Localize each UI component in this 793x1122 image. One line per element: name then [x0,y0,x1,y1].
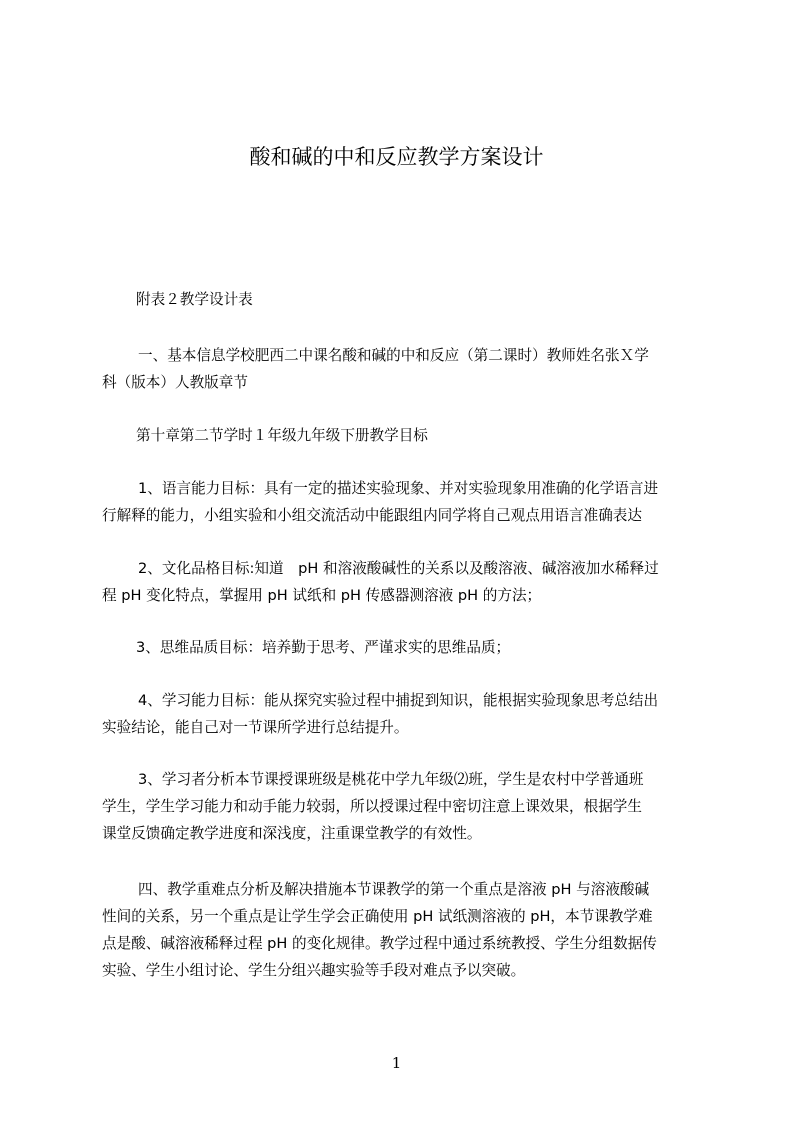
text-line: 行解释的能力，小组实验和小组交流活动中能跟组内同学将自己观点用语言准确表达 [102,507,642,524]
text-line: 2、文化品格目标:知道 pH 和溶液酸碱性的关系以及酸溶液、碱溶液加水稀释过 [138,560,659,577]
paragraph-key-difficulties [102,876,702,984]
text-line: 学生，学生学习能力和动手能力较弱，所以授课过程中密切注意上课效果，根据学生 [102,798,642,815]
paragraph-learning-goal [102,687,702,741]
paragraph-culture-goal [102,555,702,609]
text-line: 程 pH 变化特点，掌握用 pH 试纸和 pH 传感器测溶液 pH 的方法； [102,587,542,604]
text-line: 3、思维品质目标：培养勤于思考、严谨求实的思维品质； [136,639,511,656]
text-line: 四、教学重难点分析及解决措施本节课教学的第一个重点是溶液 pH 与溶液酸碱 [138,881,650,898]
text-line: 课堂反馈确定教学进度和深浅度，注重课堂教学的有效性。 [102,825,482,842]
paragraph-chapter-info [136,422,736,449]
text-line: 性间的关系，另一个重点是让学生学会正确使用 pH 试纸测溶液的 pH，本节课教学难 [102,908,653,925]
text-line: 3、学习者分析本节课授课班级是桃花中学九年级⑵班，学生是农村中学普通班 [138,771,644,788]
text-line: 第十章第二节学时１年级九年级下册教学目标 [136,427,428,444]
text-line: 1、语言能力目标：具有一定的描述实验现象、并对实验现象用准确的化学语言进 [138,480,659,497]
paragraph-learner-analysis [102,766,702,847]
page-number: 1 [391,1054,402,1072]
text-line: 4、学习能力目标：能从探究实验过程中捕捉到知识，能根据实验现象思考总结出 [138,692,659,709]
text-line: 科（版本）人教版章节 [102,374,248,391]
text-line: 实验、学生小组讨论、学生分组兴趣实验等手段对难点予以突破。 [102,962,526,979]
paragraph-thinking-goal [102,634,702,661]
paragraph-appendix-label [136,286,736,313]
text-line: 点是酸、碱溶液稀释过程 pH 的变化规律。教学过程中通过系统教授、学生分组数据传 [102,935,657,952]
text-line: 附表２教学设计表 [136,291,253,308]
text-line: 实验结论，能自己对一节课所学进行总结提升。 [102,719,409,736]
document-title: 酸和碱的中和反应教学方案设计 [249,145,544,169]
text-line: 一、基本信息学校肥西二中课名酸和碱的中和反应（第二课时）教师姓名张Ｘ学 [138,347,649,364]
paragraph-basic-info [102,342,702,396]
paragraph-language-goal [102,475,702,529]
